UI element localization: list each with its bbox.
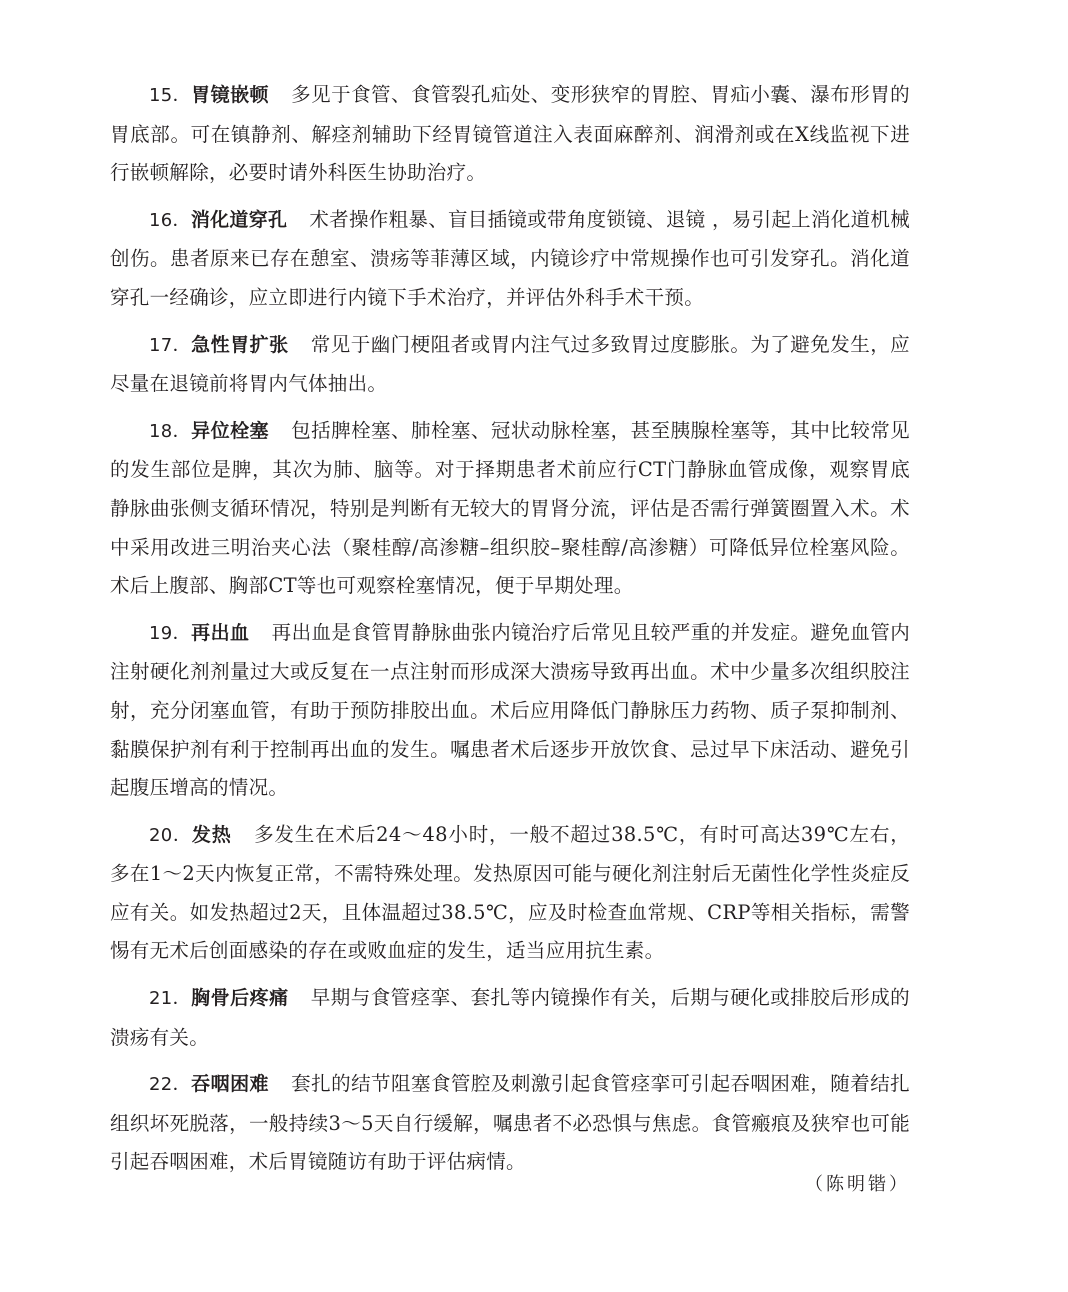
section-term: 发热: [191, 823, 232, 846]
section-text: 再出血是食管胃静脉曲张内镜治疗后常见且较严重的并发症。避免血管内注射硬化剂剂量过大或反复在一点注射而形成深大溃疡导致再出血。术中少量多次组织胶注射，充分闭塞血管，有助于预防排胶出血。术后应用降低门静脉压力药物、质子泵抑制剂、黏膜保护剂有利于控制再出血的发生。嘱患者术后逐步开放饮食、忌过早下床活动、避免引起腹压增高的情况。: [110, 620, 911, 800]
section-number: 20．: [149, 824, 192, 846]
section-text: 多发生在术后24～48小时，一般不超过38.5℃，有时可高达39℃左右，多在1～2天内恢复正常，不需特殊处理。发热原因可能与硬化剂注射后无菌性化学性炎症反应有关。如发热超过2天，且体温超过38.5℃，应及时检查血常规、CRP等相关指标，需警惕有无术后创面感染的存在或败血症的发生，适当应用抗生素。: [110, 822, 910, 963]
section-text: 常见于幽门梗阻者或胃内注气过多致胃过度膨胀。为了避免发生，应尽量在退镜前将胃内气体抽出。: [110, 332, 910, 396]
section-number: 16．: [149, 209, 191, 231]
section-term: 消化道穿孔: [190, 208, 288, 231]
section-22: [110, 1065, 910, 1182]
section-term: 异位栓塞: [191, 419, 270, 442]
section-20: [110, 816, 910, 971]
section-term: 胸骨后疼痛: [191, 987, 289, 1010]
section-text: 套扎的结节阻塞食管腔及刺激引起食管痉挛可引起吞咽困难，随着结扎组织坏死脱落，一般持续3～5天自行缓解，嘱患者不必恐惧与焦虑。食管瘢痕及狭窄也可能引起吞咽困难，术后胃镜随访有助于评估病情。: [110, 1072, 910, 1174]
section-number: 19．: [149, 622, 192, 644]
section-number: 22．: [149, 1074, 192, 1096]
section-number: 18．: [149, 420, 192, 442]
section-number: 21．: [149, 988, 192, 1010]
author-signature: （陈明锴）: [805, 1174, 910, 1195]
section-18: [110, 412, 910, 606]
section-text: 多见于食管、食管裂孔疝处、变形狭窄的胃腔、胃疝小囊、瀑布形胃的胃底部。可在镇静剂、解痉剂辅助下经胃镜管道注入表面麻醉剂、润滑剂或在X线监视下进行嵌顿解除，必要时请外科医生协助治疗。: [110, 83, 910, 185]
section-term: 吞咽困难: [191, 1073, 270, 1096]
section-number: 15．: [149, 85, 192, 106]
section-15: [110, 76, 910, 193]
section-term: 胃镜嵌顿: [191, 84, 270, 106]
document-body: [110, 76, 910, 1190]
section-term: 再出血: [191, 621, 250, 644]
section-text: 早期与食管痉挛、套扎等内镜操作有关，后期与硬化或排胶后形成的溃疡有关。: [110, 986, 910, 1049]
section-text: 包括脾栓塞、肺栓塞、冠状动脉栓塞，甚至胰腺栓塞等，其中比较常见的发生部位是脾，其次为肺、脑等。对于择期患者术前应行CT门静脉血管成像，观察胃底静脉曲张侧支循环情况，特别是判断有无较大的胃肾分流，评估是否需行弹簧圈置入术。术中采用改进三明治夹心法（聚桂醇/高渗糖–组织胶–聚桂醇/高渗糖）可降低异位栓塞风险。术后上腹部、胸部CT等也可观察栓塞情况，便于早期处理。: [110, 418, 910, 598]
section-term: 急性胃扩张: [191, 333, 289, 356]
section-17: [110, 326, 910, 404]
section-16: [110, 201, 910, 318]
section-19: [110, 614, 910, 808]
section-text: 术者操作粗暴、盲目插镜或带角度锁镜、退镜 ，易引起上消化道机械创伤。患者原来已存在憩室、溃疡等菲薄区域，内镜诊疗中常规操作也可引发穿孔。消化道穿孔一经确诊，应立即进行内镜下手术治疗，并评估外科手术干预。: [110, 207, 910, 309]
section-number: 17．: [149, 334, 192, 356]
section-21: [110, 979, 910, 1057]
